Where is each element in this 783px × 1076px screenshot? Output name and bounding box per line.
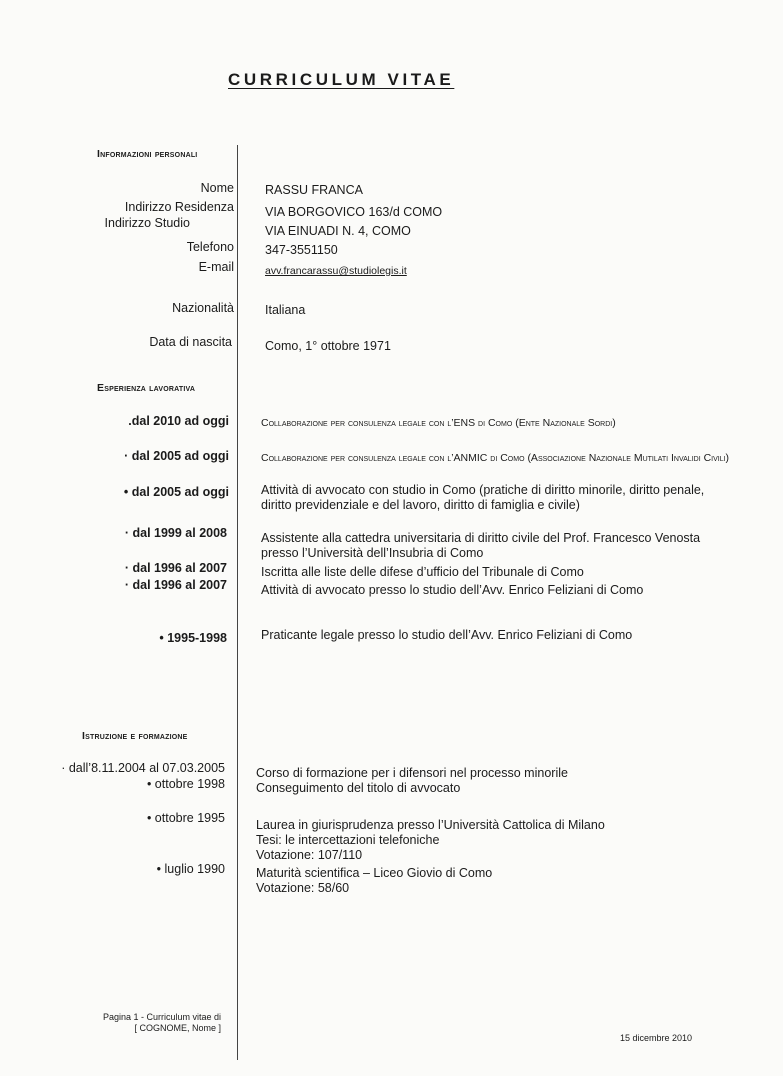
experience-period: • dal 2005 ad oggi — [123, 485, 229, 499]
education-period: • ottobre 1995 — [146, 811, 225, 825]
section-heading-personal: Informazioni personali — [97, 148, 198, 160]
education-entry — [256, 818, 736, 863]
experience-entry: Iscritta alle liste delle difese d’ufficio del Tribunale di Como — [261, 565, 584, 579]
education-entry — [256, 866, 736, 896]
section-heading-education: Istruzione e formazione — [82, 730, 188, 742]
experience-period: · dal 1999 al 2008 — [124, 526, 227, 540]
experience-entry: Collaborazione per consulenza legale con l’ENS di Como (Ente Nazionale Sordi) — [261, 417, 616, 429]
document-title: CURRICULUM VITAE — [228, 70, 455, 89]
value-email: avv.francarassu@studiolegis.it — [265, 265, 407, 277]
experience-period: .dal 2010 ad oggi — [128, 414, 229, 428]
education-line: Maturità scientifica – Liceo Giovio di Como — [256, 866, 493, 880]
education-period: • ottobre 1998 — [146, 777, 225, 791]
label-telefono: Telefono — [186, 240, 234, 254]
label-data-di-nascita: Data di nascita — [149, 335, 232, 349]
education-period: • luglio 1990 — [156, 862, 225, 876]
experience-period: · dal 1996 al 2007 — [124, 578, 227, 592]
label-email: E-mail — [198, 260, 234, 274]
education-line: Tesi: le intercettazioni telefoniche — [256, 833, 440, 847]
education-entry: Corso di formazione per i difensori nel processo minorile — [256, 766, 568, 780]
footer-date: 15 dicembre 2010 — [620, 1033, 693, 1043]
education-line: Votazione: 107/110 — [256, 848, 363, 862]
value-telefono: 347-3551150 — [265, 243, 338, 257]
experience-entry: Praticante legale presso lo studio dell’Avv. Enrico Feliziani di Como — [261, 628, 633, 642]
section-heading-experience: Esperienza lavorativa — [97, 382, 196, 394]
value-data-di-nascita: Como, 1° ottobre 1971 — [265, 339, 391, 353]
education-entry: Conseguimento del titolo di avvocato — [256, 781, 461, 795]
label-nome: Nome — [200, 181, 234, 195]
label-indirizzo-residenza: Indirizzo Residenza — [124, 200, 234, 214]
experience-entry: Attività di avvocato con studio in Como (pratiche di diritto minorile, diritto penale, diritto previdenziale e del lavoro, diritto di famiglia e civile) — [261, 483, 705, 512]
experience-period: · dal 2005 ad oggi — [124, 449, 229, 463]
experience-entry: Collaborazione per consulenza legale con l’ANMIC di Como (Associazione Nazionale Mutilati Invalidi Civili) — [261, 452, 730, 464]
vertical-divider — [237, 145, 238, 1060]
footer-page-info — [103, 1012, 221, 1034]
education-line: Laurea in giurisprudenza presso l’Università Cattolica di Milano — [256, 818, 605, 832]
value-indirizzo-residenza: VIA BORGOVICO 163/d COMO — [265, 205, 443, 219]
value-indirizzo-studio: VIA EINUADI N. 4, COMO — [265, 224, 411, 238]
experience-period: · dal 1996 al 2007 — [124, 561, 227, 575]
education-line: Votazione: 58/60 — [256, 881, 350, 895]
experience-entry: Attività di avvocato presso lo studio dell’Avv. Enrico Feliziani di Como — [261, 583, 644, 597]
education-period: · dall’8.11.2004 al 07.03.2005 — [61, 761, 225, 775]
experience-entry: Assistente alla cattedra universitaria di diritto civile del Prof. Francesco Venosta presso l’Università dell’Insubria di Como — [261, 531, 701, 560]
footer-page-label: Pagina 1 - Curriculum vitae di — [102, 1012, 221, 1022]
value-nazionalita: Italiana — [265, 303, 306, 317]
footer-name-placeholder: [ COGNOME, Nome ] — [134, 1023, 221, 1033]
value-nome: RASSU FRANCA — [265, 183, 363, 197]
experience-period: • 1995-1998 — [159, 631, 227, 645]
label-nazionalita: Nazionalità — [172, 301, 234, 315]
label-indirizzo-studio: Indirizzo Studio — [104, 216, 190, 230]
